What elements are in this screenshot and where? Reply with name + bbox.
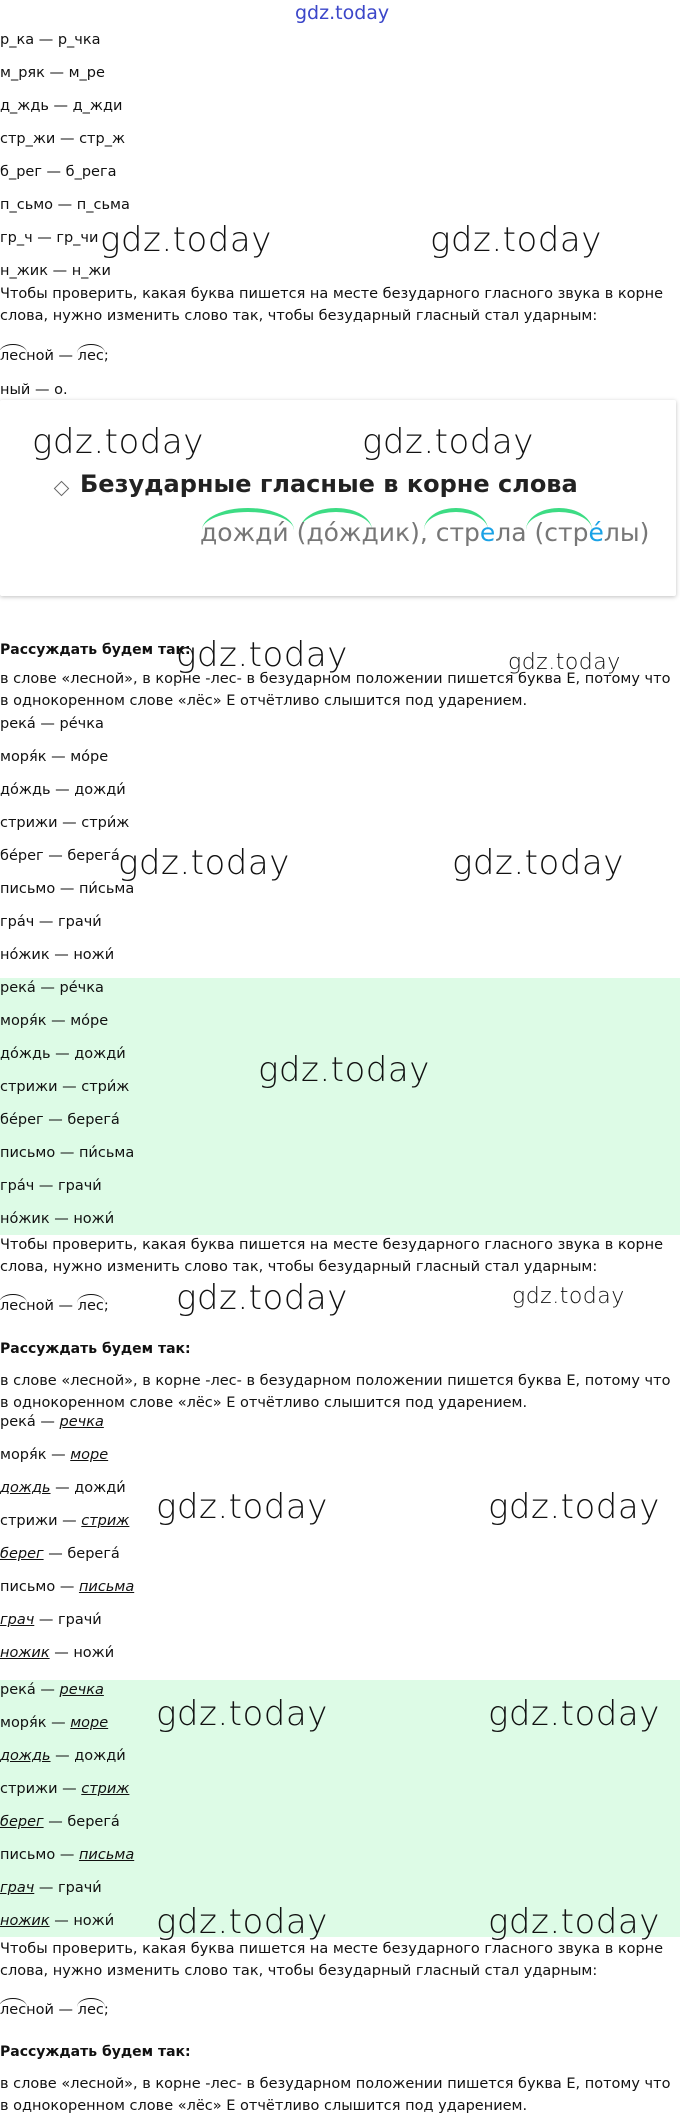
word-a: ножик [0,1913,50,1929]
word-b: грачи́ [58,1880,102,1896]
word-pair: письмо — пи́сьма [0,1145,135,1161]
rule-example: лесной — лес; [0,1298,109,1314]
word-a: дождь [0,1748,51,1764]
watermark: gdz.today [258,1050,430,1090]
rule-text: Чтобы проверить, какая буква пишется на месте безударного гласного звука в корне слова, нужно изменить слово так, чтобы безударный гласный стал ударным: [0,286,664,324]
word-a: письмо [0,1579,56,1595]
word-a: но́жик [0,947,50,963]
watermark: gdz.today [430,220,602,260]
watermark: gdz.today [452,843,624,883]
word-b: пи́сьма [78,1145,135,1161]
word-a: бе́рег [0,1112,44,1128]
word-pair: дождь — дожди́ [0,1748,126,1764]
watermark: gdz.today [488,1902,660,1942]
word-b: ножи́ [73,1913,115,1929]
word-b: ножи́ [73,1211,115,1227]
rule-text: Чтобы проверить, какая буква пишется на месте безударного гласного звука в корне слова, нужно изменить слово так, чтобы безударный гласный стал ударным: [0,1941,664,1979]
word-pair: грач — грачи́ [0,1880,102,1896]
word-pair: дождь — дожди́ [0,1480,126,1496]
word-a: стрижи [0,815,58,831]
watermark: gdz.today [100,220,272,260]
word-b: ре́чка [59,716,104,732]
exercise-line: д_ждь — д_жди [0,98,123,114]
word-a: река́ [0,1682,36,1698]
watermark: gdz.today [176,635,348,675]
word-pair: моря́к — море [0,1715,109,1731]
word-b: мо́ре [70,1013,109,1029]
root-les: лес [77,348,104,364]
fragment-text: ный — о. [0,382,68,398]
word-b: речка [59,1682,104,1698]
root-lesnoy: лес [0,348,27,364]
word-a: грач [0,1612,35,1628]
watermark: gdz.today [488,1694,660,1734]
word-a: до́ждь [0,782,51,798]
word-a: до́ждь [0,1046,51,1062]
word-pair: но́жик — ножи́ [0,1211,115,1227]
word-pair: бе́рег — берега́ [0,1112,120,1128]
word-pair: река́ — речка [0,1414,104,1430]
word-pair: но́жик — ножи́ [0,947,115,963]
exercise-line: б_рег — б_рега [0,164,117,180]
word-pair: стрижи — стри́ж [0,815,130,831]
word-pair: письмо — письма [0,1579,135,1595]
word-pair: грач — грачи́ [0,1612,102,1628]
word-pair: письмо — письма [0,1847,135,1863]
word-b: ножи́ [73,1645,115,1661]
word-b: мо́ре [70,749,109,765]
watermark: gdz.today [156,1694,328,1734]
reasoning-title: Рассуждать будем так: [0,2044,191,2060]
word-b: стриж [81,1513,130,1529]
word-a: река́ [0,716,36,732]
exercise-line: н_жик — н_жи [0,263,111,279]
word-pair: до́ждь — дожди́ [0,782,126,798]
word-b: берега́ [67,848,120,864]
word-b: ре́чка [59,980,104,996]
word-a: письмо [0,1847,56,1863]
word-a: стрижи [0,1781,58,1797]
word-b: море [70,1447,109,1463]
word-pair: река́ — речка [0,1682,104,1698]
word-a: письмо [0,1145,56,1161]
word-a: гра́ч [0,1178,35,1194]
word-b: море [70,1715,109,1731]
reasoning-text: в слове «лесной», в корне -лес- в безударном положении пишется буква Е, потому что в однокоренном слове «лёс» Е отчётливо слышится под ударением. [0,2076,671,2114]
exercise-line: р_ка — р_чка [0,32,101,48]
watermark: gdz.today [508,650,621,675]
reasoning-text: в слове «лесной», в корне -лес- в безударном положении пишется буква Е, потому что в однокоренном слове «лёс» Е отчётливо слышится под ударением. [0,671,671,709]
reasoning-title: Рассуждать будем так: [0,642,191,658]
watermark: gdz.today [156,1902,328,1942]
word-b: письма [78,1847,135,1863]
watermark: gdz.today [176,1278,348,1318]
watermark: gdz.today [32,422,204,462]
word-a: ножик [0,1645,50,1661]
word-pair: стрижи — стриж [0,1781,130,1797]
word-b: дожди́ [74,1046,126,1062]
word-b: дожди́ [74,782,126,798]
card-example: дожди́ (дождик), стрела (стре́лы) [200,518,650,547]
word-a: моря́к [0,1013,47,1029]
word-a: стрижи [0,1079,58,1095]
word-a: моря́к [0,1715,47,1731]
exercise-line: п_сьмо — п_сьма [0,197,130,213]
word-pair: берег — берега́ [0,1546,120,1562]
diamond-icon [54,481,70,497]
word-a: река́ [0,980,36,996]
word-pair: гра́ч — грачи́ [0,1178,102,1194]
word-b: грачи́ [58,1612,102,1628]
rule-example: лесной — лес; [0,348,109,364]
word-b: дожди́ [74,1480,126,1496]
word-pair: моря́к — мо́ре [0,749,109,765]
word-b: стри́ж [81,1079,130,1095]
word-pair: моря́к — море [0,1447,109,1463]
word-a: грач [0,1880,35,1896]
word-b: пи́сьма [78,881,135,897]
word-b: грачи́ [58,1178,102,1194]
word-b: письма [78,1579,135,1595]
word-pair: стрижи — стри́ж [0,1079,130,1095]
word-a: берег [0,1546,44,1562]
word-a: моря́к [0,1447,47,1463]
watermark: gdz.today [118,843,290,883]
watermark: gdz.today [362,422,534,462]
word-b: берега́ [67,1546,120,1562]
word-b: дожди́ [74,1748,126,1764]
word-b: стри́ж [81,815,130,831]
word-pair: берег — берега́ [0,1814,120,1830]
exercise-line: стр_жи — стр_ж [0,131,126,147]
word-a: река́ [0,1414,36,1430]
reasoning-text: в слове «лесной», в корне -лес- в безударном положении пишется буква Е, потому что в однокоренном слове «лёс» Е отчётливо слышится под ударением. [0,1373,671,1411]
exercise-line: гр_ч — гр_чи [0,230,99,246]
word-pair: река́ — ре́чка [0,980,104,996]
word-a: дождь [0,1480,51,1496]
word-pair: река́ — ре́чка [0,716,104,732]
word-b: речка [59,1414,104,1430]
word-pair: до́ждь — дожди́ [0,1046,126,1062]
rule-text: Чтобы проверить, какая буква пишется на месте безударного гласного звука в корне слова, нужно изменить слово так, чтобы безударный гласный стал ударным: [0,1237,664,1275]
word-b: грачи́ [58,914,102,930]
word-pair: письмо — пи́сьма [0,881,135,897]
word-pair: бе́рег — берега́ [0,848,120,864]
word-a: бе́рег [0,848,44,864]
word-pair: ножик — ножи́ [0,1645,115,1661]
word-a: берег [0,1814,44,1830]
rule-example: лесной — лес; [0,2002,109,2018]
rule-card [0,400,676,596]
watermark: gdz.today [156,1487,328,1527]
site-logo[interactable]: gdz.today [295,2,390,24]
word-a: письмо [0,881,56,897]
word-a: гра́ч [0,914,35,930]
exercise-line: м_ряк — м_ре [0,65,105,81]
watermark: gdz.today [512,1284,625,1309]
reasoning-title: Рассуждать будем так: [0,1341,191,1357]
word-a: стрижи [0,1513,58,1529]
watermark: gdz.today [488,1487,660,1527]
word-b: стриж [81,1781,130,1797]
word-pair: стрижи — стриж [0,1513,130,1529]
word-pair: гра́ч — грачи́ [0,914,102,930]
word-pair: ножик — ножи́ [0,1913,115,1929]
word-pair: моря́к — мо́ре [0,1013,109,1029]
word-a: но́жик [0,1211,50,1227]
word-b: ножи́ [73,947,115,963]
word-b: берега́ [67,1814,120,1830]
word-b: берега́ [67,1112,120,1128]
card-title: Безударные гласные в корне слова [80,470,578,498]
word-a: моря́к [0,749,47,765]
